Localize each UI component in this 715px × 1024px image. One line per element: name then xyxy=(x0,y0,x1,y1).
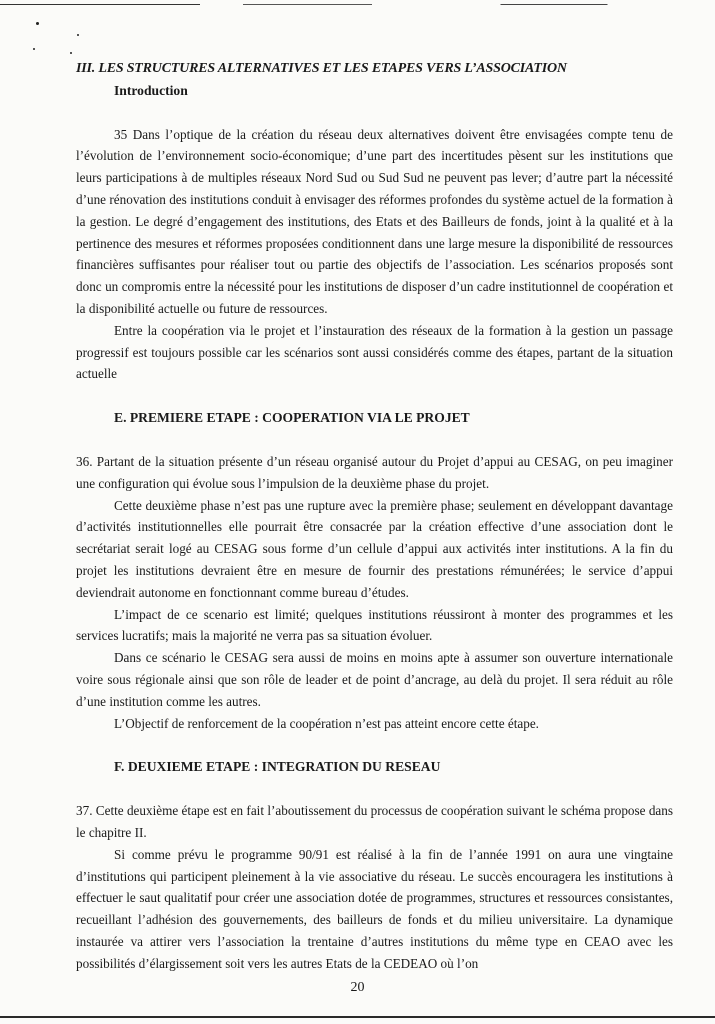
paragraph-36-cesag: Dans ce scénario le CESAG sera aussi de moins en moins apte à assumer son ouverture internationale voire sous régionale ainsi que son rôle de leader et de point d’ancrage, au delà du projet. Il sera réduit au rôle d’une institution comme les autres. xyxy=(76,650,673,709)
paragraph-36-objective: L’Objectif de renforcement de la coopération n’est pas atteint encore cette étape. xyxy=(114,715,539,731)
paragraph-37-program: Si comme prévu le programme 90/91 est réalisé à la fin de l’année 1991 on aura une vingtaine d’institutions qui participent pleinement à la vie associative du réseau. Le succès encouragera les institutions à effectuer le saut qualitatif pour créer une association dotée de programmes, structures et ressources consistantes, recueillant l’adhésion des gouvernements, des bailleurs de fonds et du milieu universitaire. La dynamique instaurée va attirer vers l’association la trentaine d’autres institutions du même type en CEAO avec les possibilités d’élargissement soit vers les autres Etats de la CEDEAO où l’on xyxy=(76,846,673,971)
paragraph-35: 35 Dans l’optique de la création du réseau deux alternatives doivent être envisagées compte tenu de l’évolution de l’environnement socio-économique; d’une part des incertitudes pèsent sur les institutions que leurs participations à de multiples réseaux Nord Sud ou Sud Sud ne peuvent pas lever; d’autre part la nécessité d’une rénovation des institutions conduit à envisager des réformes profondes du système actuel de la formation à la gestion. Le degré d’engagement des institutions, des Etats et des Bailleurs de fonds, joint à la qualité et à la pertinence des mesures et réformes proposées conditionnent dans une large mesure la disponibilité de ressources financières suffisantes pour réaliser tout ou partie des objectifs de l’association. Les scénarios proposés sont donc un compromis entre la nécessité pour les institutions de disposer d’un cadre institutionnel de coopération et la disponibilité actuelle ou future de ressources. xyxy=(76,126,673,316)
paragraph-35-continued: Entre la coopération via le projet et l’instauration des réseaux de la formation à la gestion un passage progressif est toujours possible car les scénarios sont aussi considérés comme des étapes, partant de la situation actuelle xyxy=(76,322,673,382)
spacer xyxy=(76,778,673,800)
paragraph-36-phase: Cette deuxième phase n’est pas une rupture avec la première phase; seulement en développant davantage d’activités institutionnelles elle pourrait être consacrée par la création effective d’une association dont le secrétariat serait logé au CESAG sous forme d’un cellule d’appui aux activités inter institutions. A la fin du projet les institutions devraient être en mesure de fournir des prestations rémunérées; le service d’appui deviendrait autonome en fonctionnant comme bureau d’études. xyxy=(76,497,673,600)
scan-artifact-bottom-rule xyxy=(0,1016,715,1018)
chapter-heading: III. LES STRUCTURES ALTERNATIVES ET LES ETAPES VERS L’ASSOCIATION xyxy=(76,61,567,76)
introduction-heading: Introduction xyxy=(114,82,188,98)
spacer xyxy=(76,429,673,451)
page-number: 20 xyxy=(350,980,365,995)
paragraph-36-impact: L’impact de ce scenario est limité; quelques institutions réussiront à monter des programmes et les services lucratifs; mais la majorité ne verra pas sa situation évoluer. xyxy=(76,606,673,644)
scan-artifact-top-rule xyxy=(0,4,715,5)
scan-speck xyxy=(36,22,39,25)
paragraph-37: 37. Cette deuxième étape est en fait l’aboutissement du processus de coopération suivant le schéma propose dans le chapitre II. xyxy=(76,803,673,840)
spacer xyxy=(76,734,673,756)
scan-speck xyxy=(77,34,79,36)
spacer xyxy=(76,385,673,407)
spacer xyxy=(76,102,673,124)
section-f-heading: F. DEUXIEME ETAPE : INTEGRATION DU RESEAU xyxy=(114,759,441,775)
scan-speck xyxy=(70,52,72,54)
document-page xyxy=(76,58,673,974)
scan-speck xyxy=(33,48,35,50)
section-e-heading: E. PREMIERE ETAPE : COOPERATION VIA LE PROJET xyxy=(114,410,470,426)
paragraph-36: 36. Partant de la situation présente d’un réseau organisé autour du Projet d’appui au CESAG, on peu imaginer une configuration qui évolue sous l’impulsion de la deuxième phase du projet. xyxy=(76,453,673,491)
